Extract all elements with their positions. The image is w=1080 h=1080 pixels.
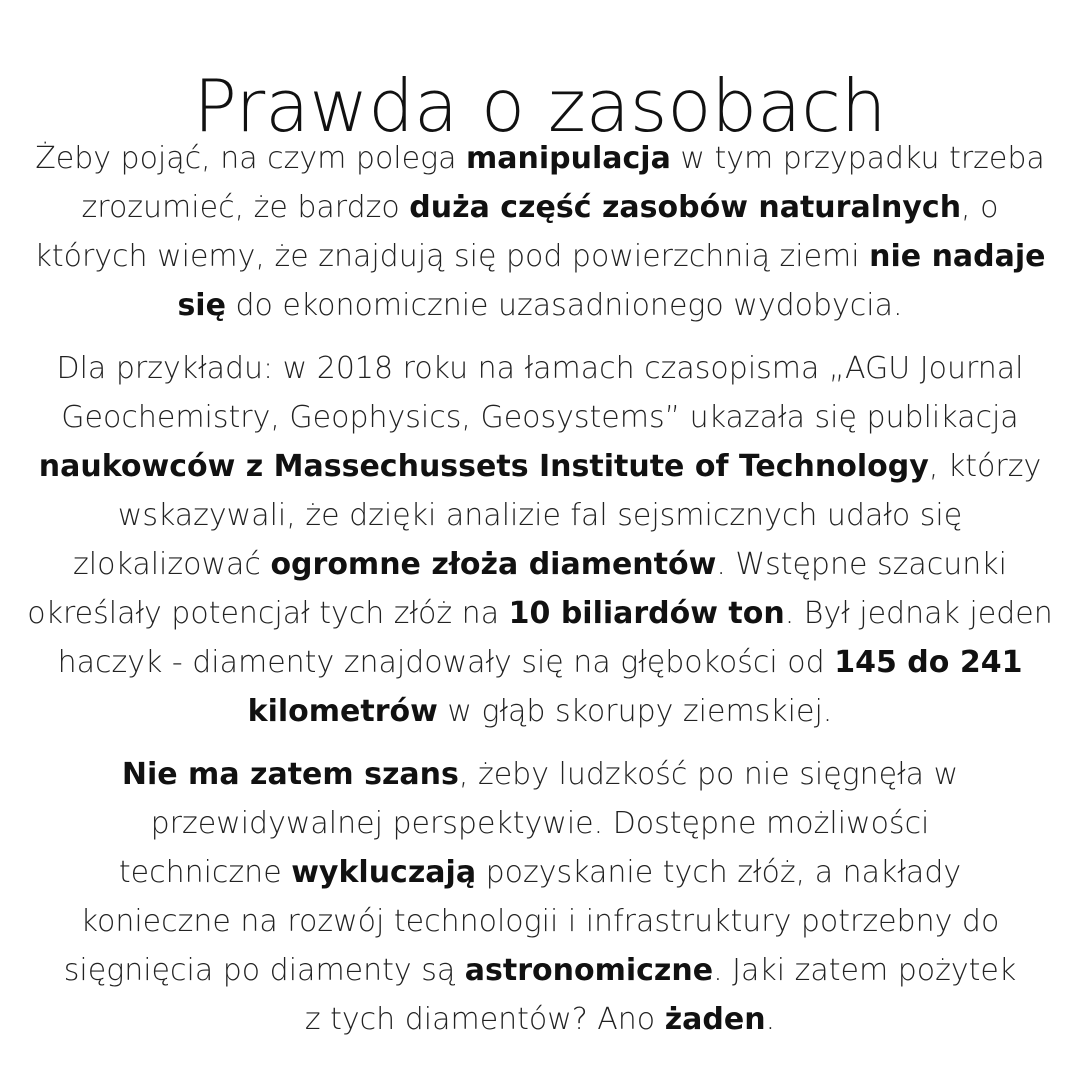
emphasized-text: kilometrów [247, 694, 438, 729]
body-text: Żeby pojąć, na czym polega [35, 141, 467, 176]
body-text: z tych diamentów? Ano [304, 1002, 665, 1037]
body-text: których wiemy, że znajdują się pod powierzchnią ziemi [34, 239, 870, 274]
emphasized-text: Nie ma zatem szans [121, 757, 459, 792]
text-line [0, 183, 1080, 232]
body-text: określały potencjał tych złóż na [27, 596, 509, 631]
body-text: . Był jednak jeden [784, 596, 1053, 631]
body-text: techniczne [118, 855, 292, 890]
text-line [0, 540, 1080, 589]
body-text: w głąb skorupy ziemskiej. [437, 694, 833, 729]
emphasized-text: astronomiczne [464, 953, 714, 988]
text-line [0, 848, 1080, 897]
body-text: . Jaki zatem pożytek [713, 953, 1017, 988]
emphasized-text: się [177, 288, 226, 323]
paragraph-2 [0, 344, 1080, 736]
body-text: do ekonomicznie uzasadnionego wydobycia. [225, 288, 903, 323]
emphasized-text: ogromne złoża diamentów [270, 547, 717, 582]
body-text: wskazywali, że dzięki analizie fal sejsmicznych udało się [117, 498, 963, 533]
text-line [0, 344, 1080, 393]
emphasized-text: 145 do 241 [834, 645, 1023, 680]
body-text: Dla przykładu: w 2018 roku na łamach czasopisma „AGU Journal [56, 351, 1024, 386]
text-line [0, 687, 1080, 736]
body-text: zlokalizować [73, 547, 271, 582]
emphasized-text: manipulacja [466, 141, 671, 176]
text-line [0, 393, 1080, 442]
body-text: , żeby ludzkość po nie sięgnęła w [458, 757, 959, 792]
paragraph-1 [0, 134, 1080, 330]
text-line [0, 946, 1080, 995]
emphasized-text: naukowców z Massechussets Institute of Technology [38, 449, 929, 484]
text-line [0, 442, 1080, 491]
body-text: , którzy [928, 449, 1042, 484]
body-text: . Wstępne szacunki [716, 547, 1007, 582]
page-title: Prawda o zasobach [193, 64, 887, 149]
body-text: zrozumieć, że bardzo [81, 190, 410, 225]
text-line [0, 995, 1080, 1044]
body-text: pozyskanie tych złóż, a nakłady [476, 855, 962, 890]
body-text: konieczne na rozwój technologii i infrastruktury potrzebny do [80, 904, 1000, 939]
body-text: . [765, 1002, 776, 1037]
emphasized-text: żaden [664, 1002, 766, 1037]
body-text: sięgnięcia po diamenty są [63, 953, 465, 988]
body-text: haczyk - diamenty znajdowały się na głębokości od [57, 645, 835, 680]
paragraph-3 [0, 750, 1080, 1044]
text-line [0, 750, 1080, 799]
text-line [0, 281, 1080, 330]
text-line [0, 232, 1080, 281]
emphasized-text: nie nadaje [869, 239, 1046, 274]
text-line [0, 897, 1080, 946]
text-line [0, 491, 1080, 540]
body-text: przewidywalnej perspektywie. Dostępne możliwości [150, 806, 930, 841]
article-body [0, 134, 1080, 1044]
text-line [0, 134, 1080, 183]
body-text: Geochemistry, Geophysics, Geosystems” ukazała się publikacja [61, 400, 1019, 435]
body-text: w tym przypadku trzeba [670, 141, 1045, 176]
emphasized-text: wykluczają [291, 855, 477, 890]
text-line [0, 589, 1080, 638]
text-line [0, 638, 1080, 687]
text-line [0, 799, 1080, 848]
body-text: , o [961, 190, 999, 225]
emphasized-text: 10 biliardów ton [508, 596, 785, 631]
emphasized-text: duża część zasobów naturalnych [409, 190, 962, 225]
